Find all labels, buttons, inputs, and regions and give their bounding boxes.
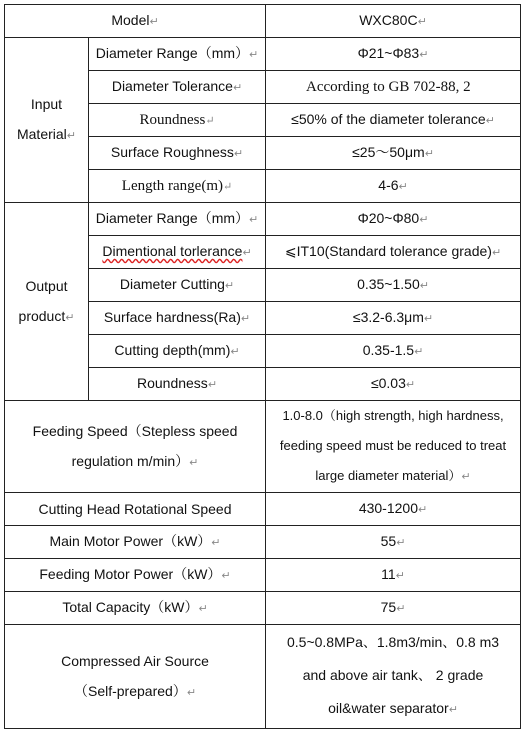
feeding-motor-value: 11↵ xyxy=(266,559,521,592)
output-value-6: ≤0.03↵ xyxy=(266,368,521,401)
total-capacity-label: Total Capacity（kW）↵ xyxy=(5,592,266,625)
spec-row xyxy=(5,592,521,625)
output-label-6: Roundness↵ xyxy=(89,368,266,401)
feeding-row xyxy=(5,401,521,493)
input-label-2: Diameter Tolerance↵ xyxy=(89,71,266,104)
output-label-5: Cutting depth(mm)↵ xyxy=(89,335,266,368)
rotational-speed-value: 430-1200↵ xyxy=(266,493,521,526)
output-label-3: Diameter Cutting↵ xyxy=(89,269,266,302)
model-label: Model↵ xyxy=(5,5,266,38)
output-label-2: Dimentional torlerance↵ xyxy=(89,236,266,269)
input-label-4: Surface Roughness↵ xyxy=(89,137,266,170)
spec-table xyxy=(4,4,521,729)
output-label-1: Diameter Range（mm）↵ xyxy=(89,203,266,236)
spec-row xyxy=(5,559,521,592)
output-row xyxy=(5,203,521,236)
feeding-value: 1.0-8.0（high strength, high hardness, feeding speed must be reduced to treat large diameter material）↵ xyxy=(266,401,521,493)
output-value-2: ⩽IT10(Standard tolerance grade)↵ xyxy=(266,236,521,269)
output-value-5: 0.35-1.5↵ xyxy=(266,335,521,368)
input-value-2: According to GB 702-88, 2 xyxy=(266,71,521,104)
spec-row xyxy=(5,493,521,526)
total-capacity-value: 75↵ xyxy=(266,592,521,625)
air-label: Compressed Air Source （Self-prepared）↵ xyxy=(5,625,266,729)
input-row xyxy=(5,38,521,71)
main-motor-value: 55↵ xyxy=(266,526,521,559)
air-value: 0.5~0.8MPa、1.8m3/min、0.8 m3 and above air tank、 2 grade oil&water separator↵ xyxy=(266,625,521,729)
output-label-4: Surface hardness(Ra)↵ xyxy=(89,302,266,335)
air-row xyxy=(5,625,521,729)
input-value-3: ≤50% of the diameter tolerance↵ xyxy=(266,104,521,137)
main-motor-label: Main Motor Power（kW）↵ xyxy=(5,526,266,559)
input-label-1: Diameter Range（mm）↵ xyxy=(89,38,266,71)
spec-row xyxy=(5,526,521,559)
feeding-motor-label: Feeding Motor Power（kW）↵ xyxy=(5,559,266,592)
output-value-3: 0.35~1.50↵ xyxy=(266,269,521,302)
model-value: WXC80C↵ xyxy=(266,5,521,38)
model-row xyxy=(5,5,521,38)
output-group-label: Output product↵ xyxy=(5,203,89,401)
input-value-1: Φ21~Φ83↵ xyxy=(266,38,521,71)
input-group-label: Input Material↵ xyxy=(5,38,89,203)
rotational-speed-label: Cutting Head Rotational Speed xyxy=(5,493,266,526)
spec-sheet xyxy=(4,4,520,716)
output-value-4: ≤3.2-6.3μm↵ xyxy=(266,302,521,335)
input-value-4: ≤25～50μm↵ xyxy=(266,137,521,170)
output-value-1: Φ20~Φ80↵ xyxy=(266,203,521,236)
input-label-3: Roundness↵ xyxy=(89,104,266,137)
input-label-5: Length range(m)↵ xyxy=(89,170,266,203)
feeding-label: Feeding Speed（Stepless speed regulation m/min）↵ xyxy=(5,401,266,493)
input-value-5: 4-6↵ xyxy=(266,170,521,203)
